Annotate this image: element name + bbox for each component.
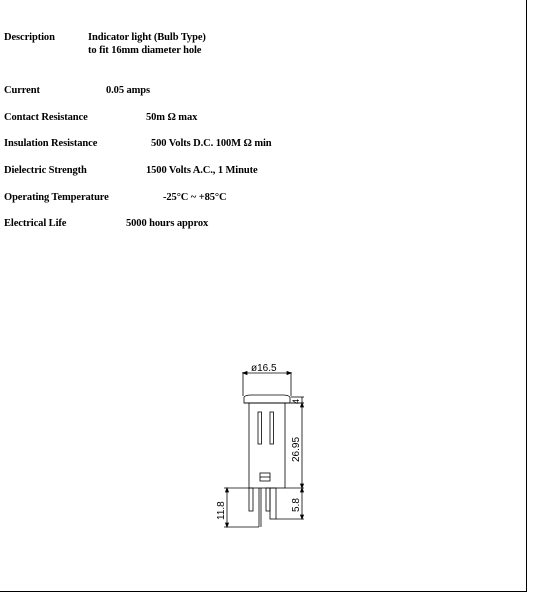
contact-resistance-label: Contact Resistance bbox=[4, 112, 88, 123]
pin-length-label: 11.8 bbox=[216, 501, 227, 520]
description-label: Description bbox=[4, 32, 55, 43]
lamp-body bbox=[249, 403, 285, 488]
electrical-life-label: Electrical Life bbox=[4, 218, 67, 229]
operating-temperature-value: -25°C ~ +85°C bbox=[163, 192, 227, 203]
page-border-right bbox=[526, 0, 527, 592]
terminal-left bbox=[249, 488, 253, 511]
head-height-label: 4 bbox=[291, 398, 301, 404]
indicator-dimension-drawing bbox=[200, 350, 320, 550]
electrical-life-value: 5000 hours approx bbox=[126, 218, 209, 229]
current-value: 0.05 amps bbox=[106, 85, 151, 96]
overall-height-label: 26.95 bbox=[291, 436, 302, 462]
diameter-label: ø16.5 bbox=[251, 363, 277, 374]
insulation-resistance-label: Insulation Resistance bbox=[4, 138, 98, 149]
body-slot-left bbox=[258, 412, 262, 444]
insulation-resistance-value: 500 Volts D.C. 100M Ω min bbox=[151, 138, 272, 149]
contact-resistance-value: 50m Ω max bbox=[146, 112, 198, 123]
page-border-bottom bbox=[0, 591, 527, 592]
operating-temperature-label: Operating Temperature bbox=[4, 192, 109, 203]
current-label: Current bbox=[4, 85, 40, 96]
base-height-label: 5.8 bbox=[291, 498, 302, 512]
terminal-mid bbox=[266, 488, 270, 511]
description-line2: to fit 16mm diameter hole bbox=[88, 45, 202, 56]
description-line1: Indicator light (Bulb Type) bbox=[88, 32, 206, 43]
dielectric-strength-label: Dielectric Strength bbox=[4, 165, 87, 176]
lamp-head bbox=[244, 395, 290, 403]
body-slot-right bbox=[270, 412, 274, 444]
terminal-right bbox=[270, 488, 276, 519]
dielectric-strength-value: 1500 Volts A.C., 1 Minute bbox=[146, 165, 258, 176]
